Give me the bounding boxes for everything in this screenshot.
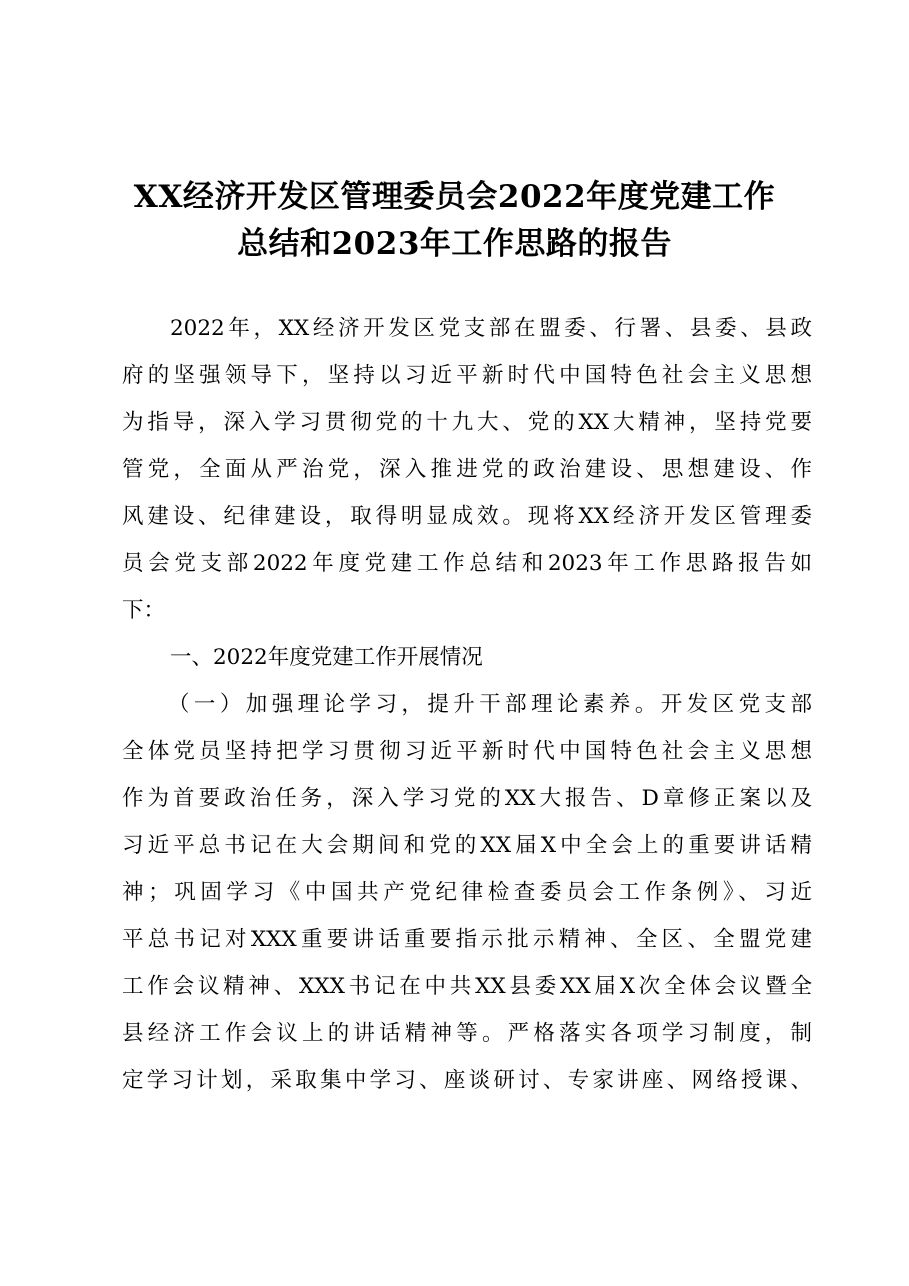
- paragraph-2-line-4: 习近平总书记在大会期间和党的XX届X中全会上的重要讲话精: [122, 833, 812, 858]
- paragraph-1-line-1: 2022年，XX经济开发区党支部在盟委、行署、县委、县政: [170, 316, 812, 341]
- paragraph-1-line-6: 员会党支部2022年度党建工作总结和2023年工作思路报告如: [122, 551, 812, 576]
- paragraph-2-line-6: 平总书记对XXX重要讲话重要指示批示精神、全区、全盟党建: [122, 927, 812, 952]
- paragraph-2-line-1: （一）加强理论学习，提升干部理论素养。开发区党支部: [168, 692, 812, 717]
- document-title-line-1: XX经济开发区管理委员会2022年度党建工作: [133, 179, 776, 215]
- paragraph-2-line-2: 全体党员坚持把学习贯彻习近平新时代中国特色社会主义思想: [122, 739, 812, 764]
- paragraph-1-line-4: 管党，全面从严治党，深入推进党的政治建设、思想建设、作: [122, 457, 812, 482]
- paragraph-1-line-3: 为指导，深入学习贯彻党的十九大、党的XX大精神，坚持党要: [122, 410, 812, 435]
- document-title-line-2: 总结和2023年工作思路的报告: [237, 226, 672, 262]
- paragraph-2-line-5: 神；巩固学习《中国共产党纪律检查委员会工作条例》、习近: [122, 880, 812, 905]
- paragraph-2-line-7: 工作会议精神、XXX书记在中共XX县委XX届X次全体会议暨全: [122, 974, 812, 999]
- paragraph-2-line-9: 定学习计划，采取集中学习、座谈研讨、专家讲座、网络授课、: [122, 1068, 812, 1093]
- section-heading: 一、2022年度党建工作开展情况: [170, 645, 483, 670]
- paragraph-2-line-3: 作为首要政治任务，深入学习党的XX大报告、D章修正案以及: [122, 786, 812, 811]
- paragraph-2-line-8: 县经济工作会议上的讲话精神等。严格落实各项学习制度，制: [122, 1021, 812, 1046]
- paragraph-1-line-2: 府的坚强领导下，坚持以习近平新时代中国特色社会主义思想: [122, 363, 812, 388]
- paragraph-1-line-5: 风建设、纪律建设，取得明显成效。现将XX经济开发区管理委: [122, 504, 812, 529]
- paragraph-1-line-7: 下：: [122, 598, 166, 623]
